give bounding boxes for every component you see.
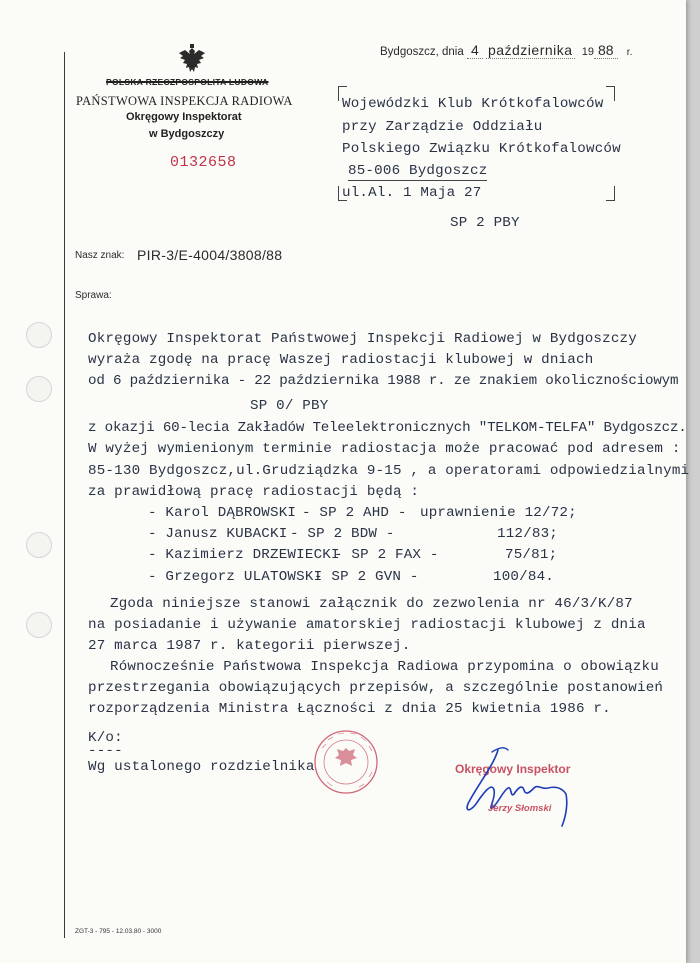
body-line: Równocześnie Państwowa Inspekcja Radiowa przypomina o obowiązku xyxy=(110,659,659,675)
signature-title-stamp: Okręgowy Inspektor xyxy=(455,762,571,776)
reference-label: Nasz znak: xyxy=(75,250,125,261)
recipient-callsign: SP 2 PBY xyxy=(450,215,520,231)
registry-number-stamp: 0132658 xyxy=(170,154,237,171)
body-line: od 6 października - 22 października 1988 r. ze znakiem okolicznościowym xyxy=(88,373,679,389)
distribution-dashes: ---- xyxy=(88,743,123,759)
body-line: Okręgowy Inspektorat Państwowej Inspekcji Radiowej w Bydgoszczy xyxy=(88,331,637,347)
recipient-line: ul.Al. 1 Maja 27 xyxy=(342,185,482,201)
distribution-value: Wg ustalonego rozdzielnika xyxy=(88,759,315,775)
operator-name: - Kazimierz DRZEWIECKI xyxy=(148,547,340,563)
body-line: wyraża zgodę na pracę Waszej radiostacji klubowej w dniach xyxy=(88,352,594,368)
date-day: 4 xyxy=(467,42,483,59)
body-line: na posiadanie i używanie amatorskiej radiostacji klubowej z dnia xyxy=(88,617,646,633)
recipient-line: Polskiego Związku Krótkofalowców xyxy=(342,141,621,157)
operator-callsign: - SP 2 AHD - xyxy=(302,505,407,521)
operator-name: - Karol DĄBROWSKI xyxy=(148,505,297,521)
office-name: Okręgowy Inspektorat xyxy=(126,111,242,123)
body-line: Zgoda niniejsze stanowi załącznik do zezwolenia nr 46/3/K/87 xyxy=(110,596,633,612)
body-line: za prawidłową pracę radiostacji będą : xyxy=(88,484,420,500)
body-line: 85-130 Bydgoszcz,ul.Grudziądzka 9-15 , a operatorami odpowiedzialnymi xyxy=(88,463,690,479)
margin-line xyxy=(64,52,65,938)
recipient-line: przy Zarządzie Oddziału xyxy=(342,119,543,135)
operator-callsign: - SP 2 GVN - xyxy=(314,569,419,585)
date-month: października xyxy=(487,42,573,58)
form-code: ZGT-3 - 795 - 12.03.80 - 3000 xyxy=(75,928,162,935)
body-line: 27 marca 1987 r. kategorii pierwszej. xyxy=(88,638,411,654)
recipient-line: 85-006 Bydgoszcz xyxy=(348,163,488,179)
operator-name: - Janusz KUBACKI xyxy=(148,526,288,542)
operator-permit: uprawnienie 12/72; xyxy=(420,505,577,521)
operator-name: - Grzegorz ULATOWSKI xyxy=(148,569,323,585)
reference-value: PIR-3/E-4004/3808/88 xyxy=(137,247,283,263)
official-seal-stamp xyxy=(312,728,380,796)
operator-callsign: - SP 2 BDW - xyxy=(290,526,395,542)
operator-permit: 112/83; xyxy=(497,526,558,542)
date-year: 88 xyxy=(594,42,618,59)
occasional-callsign: SP 0/ PBY xyxy=(250,398,329,414)
office-city: w Bydgoszczy xyxy=(149,128,225,140)
struck-country-line: POLSKA RZECZPOSPOLITA LUDOWA xyxy=(106,77,269,87)
operator-permit: 100/84. xyxy=(493,569,554,585)
eagle-emblem-icon xyxy=(177,44,207,76)
address-corner xyxy=(606,86,615,101)
place-date: Bydgoszcz, dnia 4 października 19 88 r. xyxy=(380,42,633,58)
punch-hole xyxy=(26,322,52,348)
signature-name-stamp: Jerzy Słomski xyxy=(488,803,552,814)
punch-hole xyxy=(26,376,52,402)
punch-hole xyxy=(26,612,52,638)
address-corner xyxy=(606,186,615,201)
operator-callsign: - SP 2 FAX - xyxy=(334,547,439,563)
operator-permit: 75/81; xyxy=(505,547,558,563)
handwritten-signature xyxy=(458,742,576,830)
body-line: przestrzegania obowiązujących przepisów, a szczególnie postanowień xyxy=(88,680,664,696)
agency-name: PAŃSTWOWA INSPEKCJA RADIOWA xyxy=(76,94,293,108)
body-line: z okazji 60-lecia Zakładów Teleelektronicznych "TELKOM-TELFA" Bydgoszcz. xyxy=(88,420,687,436)
subject-label: Sprawa: xyxy=(75,290,112,301)
distribution-label: K/o: xyxy=(88,730,123,746)
body-line: rozporządzenia Ministra Łączności z dnia 25 kwietnia 1986 r. xyxy=(88,701,611,717)
body-line: W wyżej wymienionym terminie radiostacja może pracować pod adresem : xyxy=(88,441,681,457)
punch-hole xyxy=(26,532,52,558)
recipient-line: Wojewódzki Klub Krótkofalowców xyxy=(342,96,604,112)
